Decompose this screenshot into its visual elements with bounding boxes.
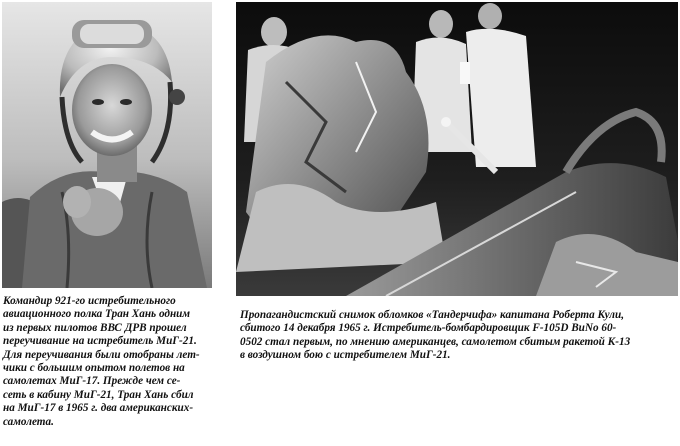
caption-line: сбитого 14 декабря 1965 г. Истребитель-бомбардировщик F-105D BuNo 60- — [240, 322, 617, 335]
caption-line: переучивание на истребитель МиГ-21. — [3, 335, 197, 348]
caption-line: из первых пилотов ВВС ДРВ прошел — [3, 321, 187, 334]
caption-line: 0502 стал первым, по мнению американцев, самолетом сбитым ракетой К-13 — [240, 335, 631, 348]
wreckage-photo — [236, 2, 678, 296]
pilot-photo-caption — [3, 295, 217, 429]
caption-line: авиационного полка Тран Хань одним — [3, 308, 191, 321]
caption-line: Пропагандистский снимок обломков «Тандерчифа» капитана Роберта Кули, — [240, 309, 625, 321]
caption-line: самолетах МиГ-17. Прежде чем се- — [3, 375, 181, 388]
caption-line: чики с большим опытом полетов на — [3, 362, 185, 375]
caption-line: Для переучивания были отобраны лет- — [3, 348, 200, 361]
caption-line: в воздушном бою с истребителем МиГ-21. — [240, 349, 451, 362]
caption-line: сеть в кабину МиГ-21, Тран Хань сбил — [3, 388, 194, 401]
caption-line: на МиГ-17 в 1965 г. два американских- — [3, 402, 194, 415]
pilot-photo — [2, 2, 212, 288]
wreckage-photo-caption — [240, 309, 678, 363]
caption-line: самолета. — [3, 415, 54, 428]
caption-line: Командир 921-го истребительного — [3, 295, 176, 307]
